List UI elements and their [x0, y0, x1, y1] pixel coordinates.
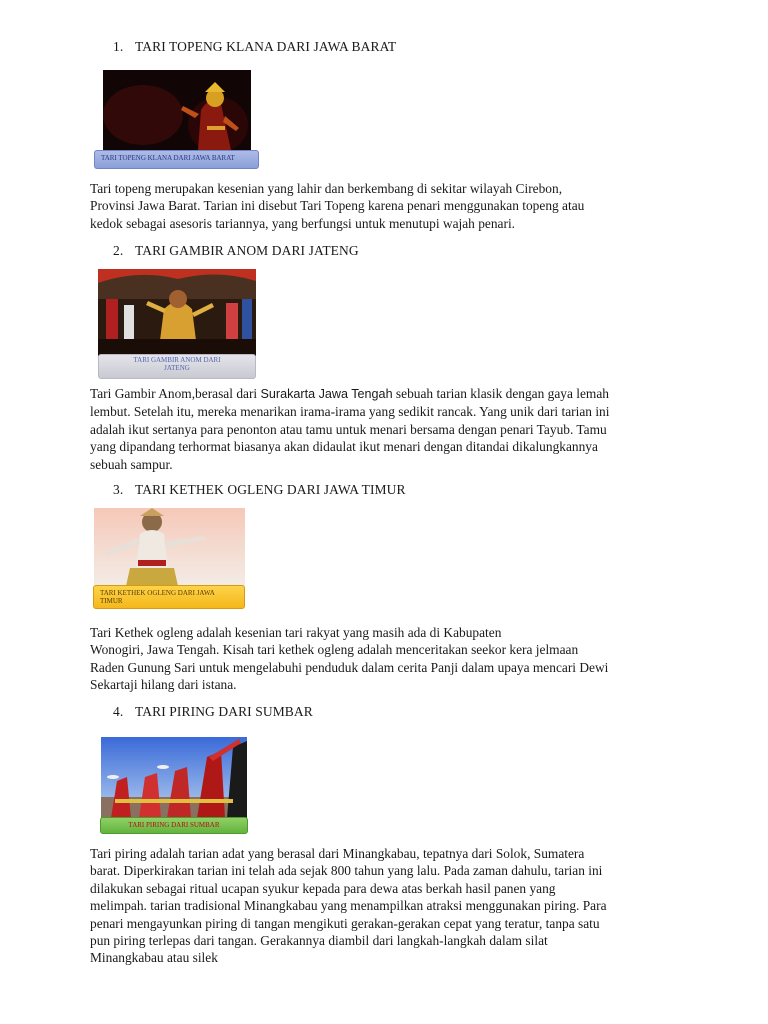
paragraph-line — [90, 385, 700, 403]
paragraph-line: adalah ikut sertanya para penonton atau tamu untuk menari bersama dengan penari Tayub. Tamu — [90, 421, 607, 437]
paragraph-line: Tari piring adalah tarian adat yang berasal dari Minangkabau, tepatnya dari Solok, Sumatera — [90, 846, 585, 861]
section-1-heading — [113, 39, 396, 55]
paragraph-line: Wonogiri, Jawa Tengah. Kisah tari kethek ogleng adalah menceritakan seekor kera jelmaan — [90, 642, 579, 658]
section-2-caption — [98, 354, 256, 379]
paragraph-line: Tari topeng merupakan kesenian yang lahir dan berkembang di sekitar wilayah Cirebon, — [90, 181, 563, 196]
paragraph-line: sebuah sampur. — [90, 456, 173, 472]
section-2-paragraph — [90, 385, 700, 473]
section-4-title: TARI PIRING DARI SUMBAR — [135, 704, 313, 719]
section-1-paragraph — [90, 180, 690, 232]
section-2-number: 2. — [113, 243, 124, 258]
section-3-heading — [113, 482, 406, 498]
paragraph-line: melimpah. tarian tradisional Minangkabau yang menampilkan atraksi menggunakan piring. Para — [90, 898, 607, 914]
section-3-number: 3. — [113, 482, 124, 497]
paragraph-line: lembut. Setelah itu, mereka menarikan irama-irama yang sedikit rancak. Yang unik dari tarian ini — [90, 404, 610, 420]
paragraph-line: Minangkabau atau silek — [90, 950, 218, 966]
caption-line: TARI KETHEK OGLENG DARI JAWA — [100, 589, 215, 597]
section-3-caption — [93, 585, 245, 609]
section-4-number: 4. — [113, 704, 124, 719]
paragraph-line: Tari Kethek ogleng adalah kesenian tari rakyat yang masih ada di Kabupaten — [90, 625, 502, 640]
section-4-paragraph — [90, 845, 700, 967]
section-1-number: 1. — [113, 39, 124, 54]
paragraph-line: Provinsi Jawa Barat. Tarian ini disebut Tari Topeng karena penari menggunakan topeng atau — [90, 198, 585, 214]
section-4-caption: TARI PIRING DARI SUMBAR — [100, 817, 248, 834]
section-1-caption: TARI TOPENG KLANA DARI JAWA BARAT — [94, 150, 259, 169]
paragraph-line: penari mengayunkan piring di tangan mengikuti gerakan-gerakan cepat yang teratur, tanpa satu — [90, 915, 600, 931]
paragraph-line: Sekartaji hilang dari istana. — [90, 677, 237, 693]
section-2-title: TARI GAMBIR ANOM DARI JATENG — [135, 243, 359, 258]
paragraph-intro: Tari Gambir Anom,berasal dari — [90, 386, 261, 401]
gambir-anom-photo — [98, 269, 256, 356]
paragraph-line: dilakukan sebagai ritual ucapan syukur kepada para dewa atas berkah hasil panen yang — [90, 880, 556, 896]
kethek-ogleng-photo — [94, 508, 245, 586]
section-3-paragraph — [90, 624, 700, 694]
section-1-title: TARI TOPENG KLANA DARI JAWA BARAT — [135, 39, 397, 54]
section-4-heading — [113, 704, 313, 720]
paragraph-rest: sebuah tarian klasik dengan gaya lemah — [392, 386, 609, 401]
paragraph-line: kedok sebagai asesoris tariannya, yang berfungsi untuk menutupi wajah penari. — [90, 215, 516, 231]
section-3-title: TARI KETHEK OGLENG DARI JAWA TIMUR — [135, 482, 406, 497]
caption-line: TARI GAMBIR ANOM DARI — [133, 356, 221, 364]
tari-piring-photo — [101, 737, 247, 818]
section-2-heading — [113, 243, 359, 259]
caption-line: TIMUR — [100, 597, 123, 605]
topeng-klana-photo — [103, 70, 251, 150]
paragraph-line: yang dipandang terhormat biasanya akan didaulat ikut menari dengan ditandai dikalungkannya — [90, 439, 598, 455]
paragraph-line: pun piring terlepas dari tangan. Gerakannya diambil dari langkah-langkah dalam silat — [90, 933, 548, 949]
paragraph-line: barat. Diperkirakan tarian ini telah ada sejak 800 tahun yang lalu. Pada zaman dahulu, tarian ini — [90, 863, 603, 879]
paragraph-line: Raden Gunung Sari untuk mengelabuhi penduduk dalam cerita Panji dalam upaya mencari Dewi — [90, 659, 609, 675]
paragraph-place: Surakarta Jawa Tengah — [260, 387, 393, 401]
caption-line: JATENG — [164, 364, 190, 372]
